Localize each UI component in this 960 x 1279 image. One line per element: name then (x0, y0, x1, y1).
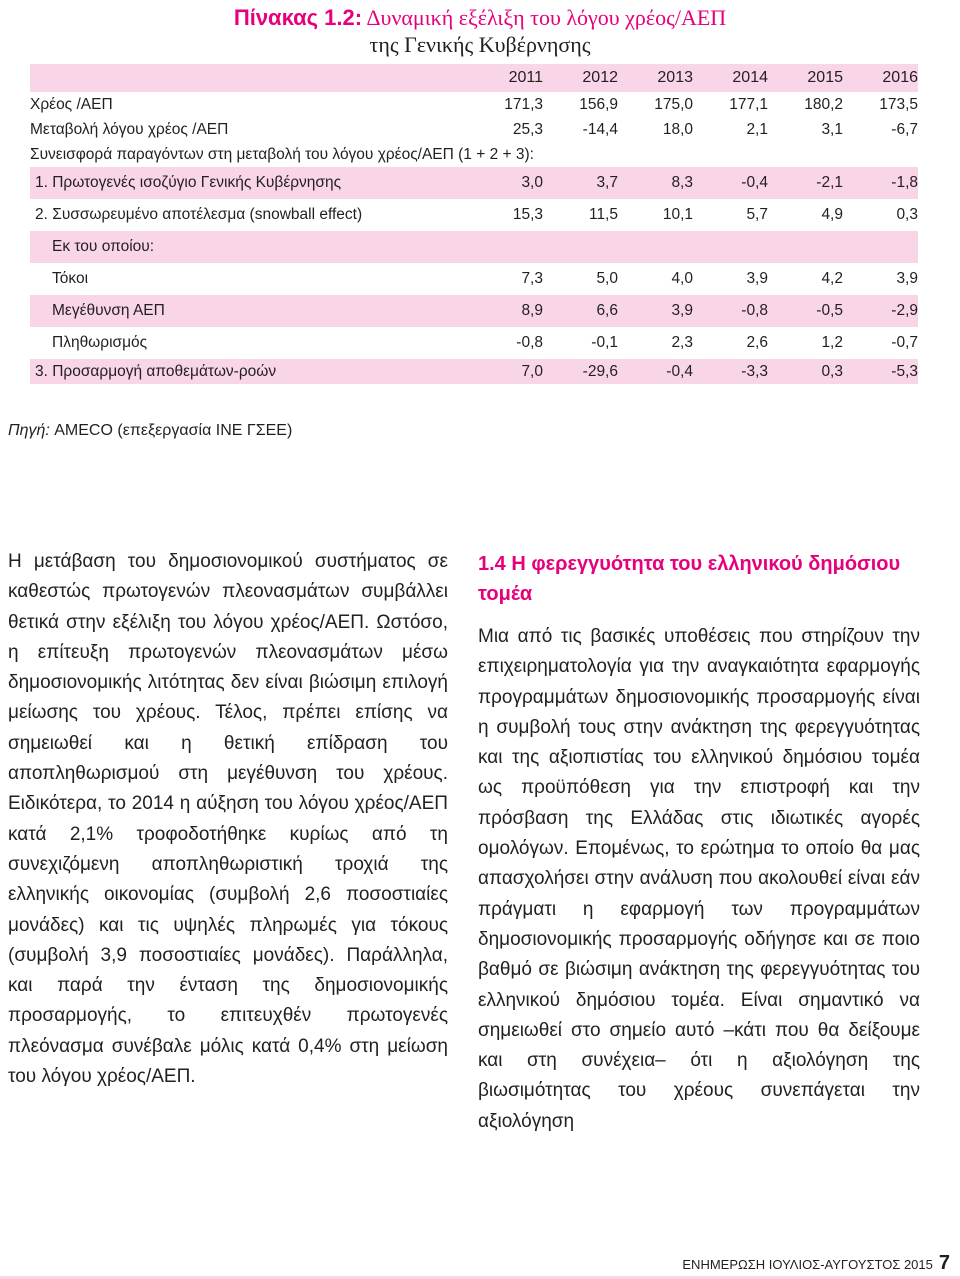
year-header: 2013 (618, 64, 693, 92)
row-label: 3. Προσαρμογή αποθεμάτων-ροών (30, 359, 468, 384)
table-row (30, 167, 918, 199)
table-cell: 3,9 (746, 270, 768, 287)
table-cell: 3,1 (821, 120, 843, 138)
table-cell: -5,3 (843, 359, 918, 384)
row-label: Μεταβολή λόγου χρέος /ΑΕΠ (30, 120, 229, 138)
table-cell: 4,2 (821, 270, 843, 287)
table-cell: 8,9 (468, 295, 543, 327)
year-header: 2016 (843, 64, 918, 92)
table-number: Πίνακας 1.2: (233, 5, 363, 30)
table-cell: 8,3 (618, 167, 693, 199)
table-cell: 5,0 (596, 270, 618, 287)
table-cell: 3,0 (468, 167, 543, 199)
row-label: Χρέος /ΑΕΠ (30, 95, 113, 113)
table-cell: 3,7 (543, 167, 618, 199)
row-label: 1. Πρωτογενές ισοζύγιο Γενικής Κυβέρνησης (30, 167, 468, 199)
table-cell: 0,3 (896, 206, 918, 223)
table-row (30, 199, 918, 231)
table-cell: -0,7 (891, 334, 918, 351)
table-cell: 180,2 (804, 95, 843, 113)
table-cell: 6,6 (543, 295, 618, 327)
table-cell: 5,7 (746, 206, 768, 223)
table-row (30, 263, 918, 295)
table-cell: 2,6 (746, 334, 768, 351)
table-cell: 177,1 (729, 95, 768, 113)
debt-dynamics-table (30, 64, 918, 384)
header-empty-cell (30, 64, 468, 92)
table-cell: 171,3 (504, 95, 543, 113)
source-text: AMECO (επεξεργασία ΙΝΕ ΓΣΕΕ) (49, 422, 293, 439)
year-header: 2011 (468, 64, 543, 92)
source-label: Πηγή: (8, 422, 50, 439)
table-cell: -2,1 (768, 167, 843, 199)
table-cell: -2,9 (843, 295, 918, 327)
table-cell: -0,4 (618, 359, 693, 384)
right-column-text: Μια από τις βασικές υποθέσεις που στηρίζουν την επιχειρηματολογία για την αναγκαιότητα εφαρμογής προγραμμάτων δημοσιονομικής προσαρμογής είναι η συμβολή τους στην ανάκτηση της φερεγγυότητας και της αξιοπιστίας του ελληνικού δημόσιου τομέα ως προϋπόθεση για την επιστροφή και την πρόσβαση της Ελλάδας στις ιδιωτικές αγορές ομολόγων. Επομένως, το ερώτημα το οποίο θα μας απασχολήσει στην ανάλυση που ακολουθεί είναι εάν πράγματι η εφαρμογή των προγραμμάτων δημοσιονομικής προσαρμογής οδήγησε και σε ποιο βαθμό σε βιώσιμη ανάκτηση της φερεγγυότητας του ελληνικού δημόσιου τομέα. Είναι σημαντικό να σημειωθεί στο σημείο αυτό –κάτι που θα δείξουμε και στη συνέχεια– ότι η αξιολόγηση της βιωσιμότητας του χρέους συνεπάγεται την αξιολόγηση (478, 626, 920, 1132)
row-label: Μεγέθυνση ΑΕΠ (30, 295, 468, 327)
table-cell: 156,9 (579, 95, 618, 113)
table-cell: 25,3 (512, 120, 543, 138)
left-column-text: Η μετάβαση του δημοσιονομικού συστήματος σε καθεστώς πρωτογενών πλεονασμάτων συμβάλλει θετικά στην εξέλιξη του λόγου χρέος/ΑΕΠ. Ωστόσο, η επίτευξη πρωτογενών πλεονασμάτων μέσω δημοσιονομικής λιτότητας δεν είναι βιώσιμη επιλογή μείωσης του χρέους. Τέλος, πρέπει επίσης να σημειωθεί και η θετική επίδραση του αποπληθωρισμού στη μεγέθυνση του χρέους. Ειδικότερα, το 2014 η αύξηση του λόγου χρέος/ΑΕΠ κατά 2,1% τροφοδοτήθηκε κυρίως από τη συνεχιζόμενη αποπληθωριστική τροχιά της ελληνικής οικονομίας (συμβολή 2,6 ποσοστιαίες μονάδες) και τις υψηλές πληρωμές για τόκους (συμβολή 3,9 ποσοστιαίες μονάδες). Παράλληλα, και παρά την ένταση της δημοσιονομικής προσαρμογής, το επιτευχθέν πρωτογενές πλεόνασμα συνέβαλε μόλις κατά 0,4% στη μείωση του λόγου χρέος/ΑΕΠ. (8, 551, 448, 1088)
table-source (8, 422, 292, 440)
year-header: 2014 (693, 64, 768, 92)
table-row (30, 359, 918, 384)
footer-publication: ΕΝΗΜΕΡΩΣΗ ΙΟΥΛΙΟΣ-ΑΥΓΟΥΣΤΟΣ 2015 (682, 1257, 933, 1272)
table-cell: -3,3 (693, 359, 768, 384)
table-title (0, 4, 960, 32)
year-header: 2012 (543, 64, 618, 92)
table-row (30, 117, 918, 142)
table-row (30, 295, 918, 327)
row-label: 2. Συσσωρευμένο αποτέλεσμα (snowball effect) (35, 206, 363, 223)
page-footer (682, 1252, 950, 1275)
table-cell: 11,5 (588, 206, 618, 223)
table-cell: -29,6 (543, 359, 618, 384)
table-header-row (30, 64, 918, 92)
table-cell: 175,0 (654, 95, 693, 113)
table-row (30, 92, 918, 117)
page-number: 7 (938, 1252, 950, 1274)
table-cell: 3,9 (618, 295, 693, 327)
row-label: Πληθωρισμός (52, 334, 148, 351)
table-cell: 4,9 (821, 206, 843, 223)
section-heading: 1.4 Η φερεγγυότητα του ελληνικού δημόσιου τομέα (478, 553, 901, 605)
table-cell: 2,3 (671, 334, 693, 351)
table-row (30, 327, 918, 359)
table-cell: 7,0 (468, 359, 543, 384)
table-cell: 3,9 (896, 270, 918, 287)
table-cell: 15,3 (512, 206, 543, 223)
table-cell: -0,1 (591, 334, 618, 351)
table-cell: -14,4 (582, 120, 618, 138)
table-cell: 7,3 (521, 270, 543, 287)
table-cell: 0,3 (768, 359, 843, 384)
table-cell: -0,8 (516, 334, 543, 351)
table-cell: -0,4 (693, 167, 768, 199)
table-cell: -0,5 (768, 295, 843, 327)
row-label: Συνεισφορά παραγόντων στη μεταβολή του λόγου χρέος/ΑΕΠ (1 + 2 + 3): (30, 145, 534, 163)
table-row (30, 231, 918, 263)
row-label: Τόκοι (52, 270, 89, 287)
table-cell: 18,0 (662, 120, 693, 138)
row-label: Εκ του οποίου: (30, 231, 918, 263)
table-cell: -0,8 (693, 295, 768, 327)
table-cell: 1,2 (821, 334, 843, 351)
table-cell: 173,5 (879, 95, 918, 113)
table-title-line1: Δυναμική εξέλιξη του λόγου χρέος/ΑΕΠ (366, 5, 727, 30)
year-header: 2015 (768, 64, 843, 92)
table-cell: -1,8 (843, 167, 918, 199)
table-row (30, 142, 918, 167)
table-cell: -6,7 (891, 120, 918, 138)
table-cell: 10,1 (662, 206, 693, 223)
table-cell: 2,1 (746, 120, 768, 138)
table-cell: 4,0 (671, 270, 693, 287)
table-title-line2: της Γενικής Κυβέρνησης (369, 32, 591, 57)
